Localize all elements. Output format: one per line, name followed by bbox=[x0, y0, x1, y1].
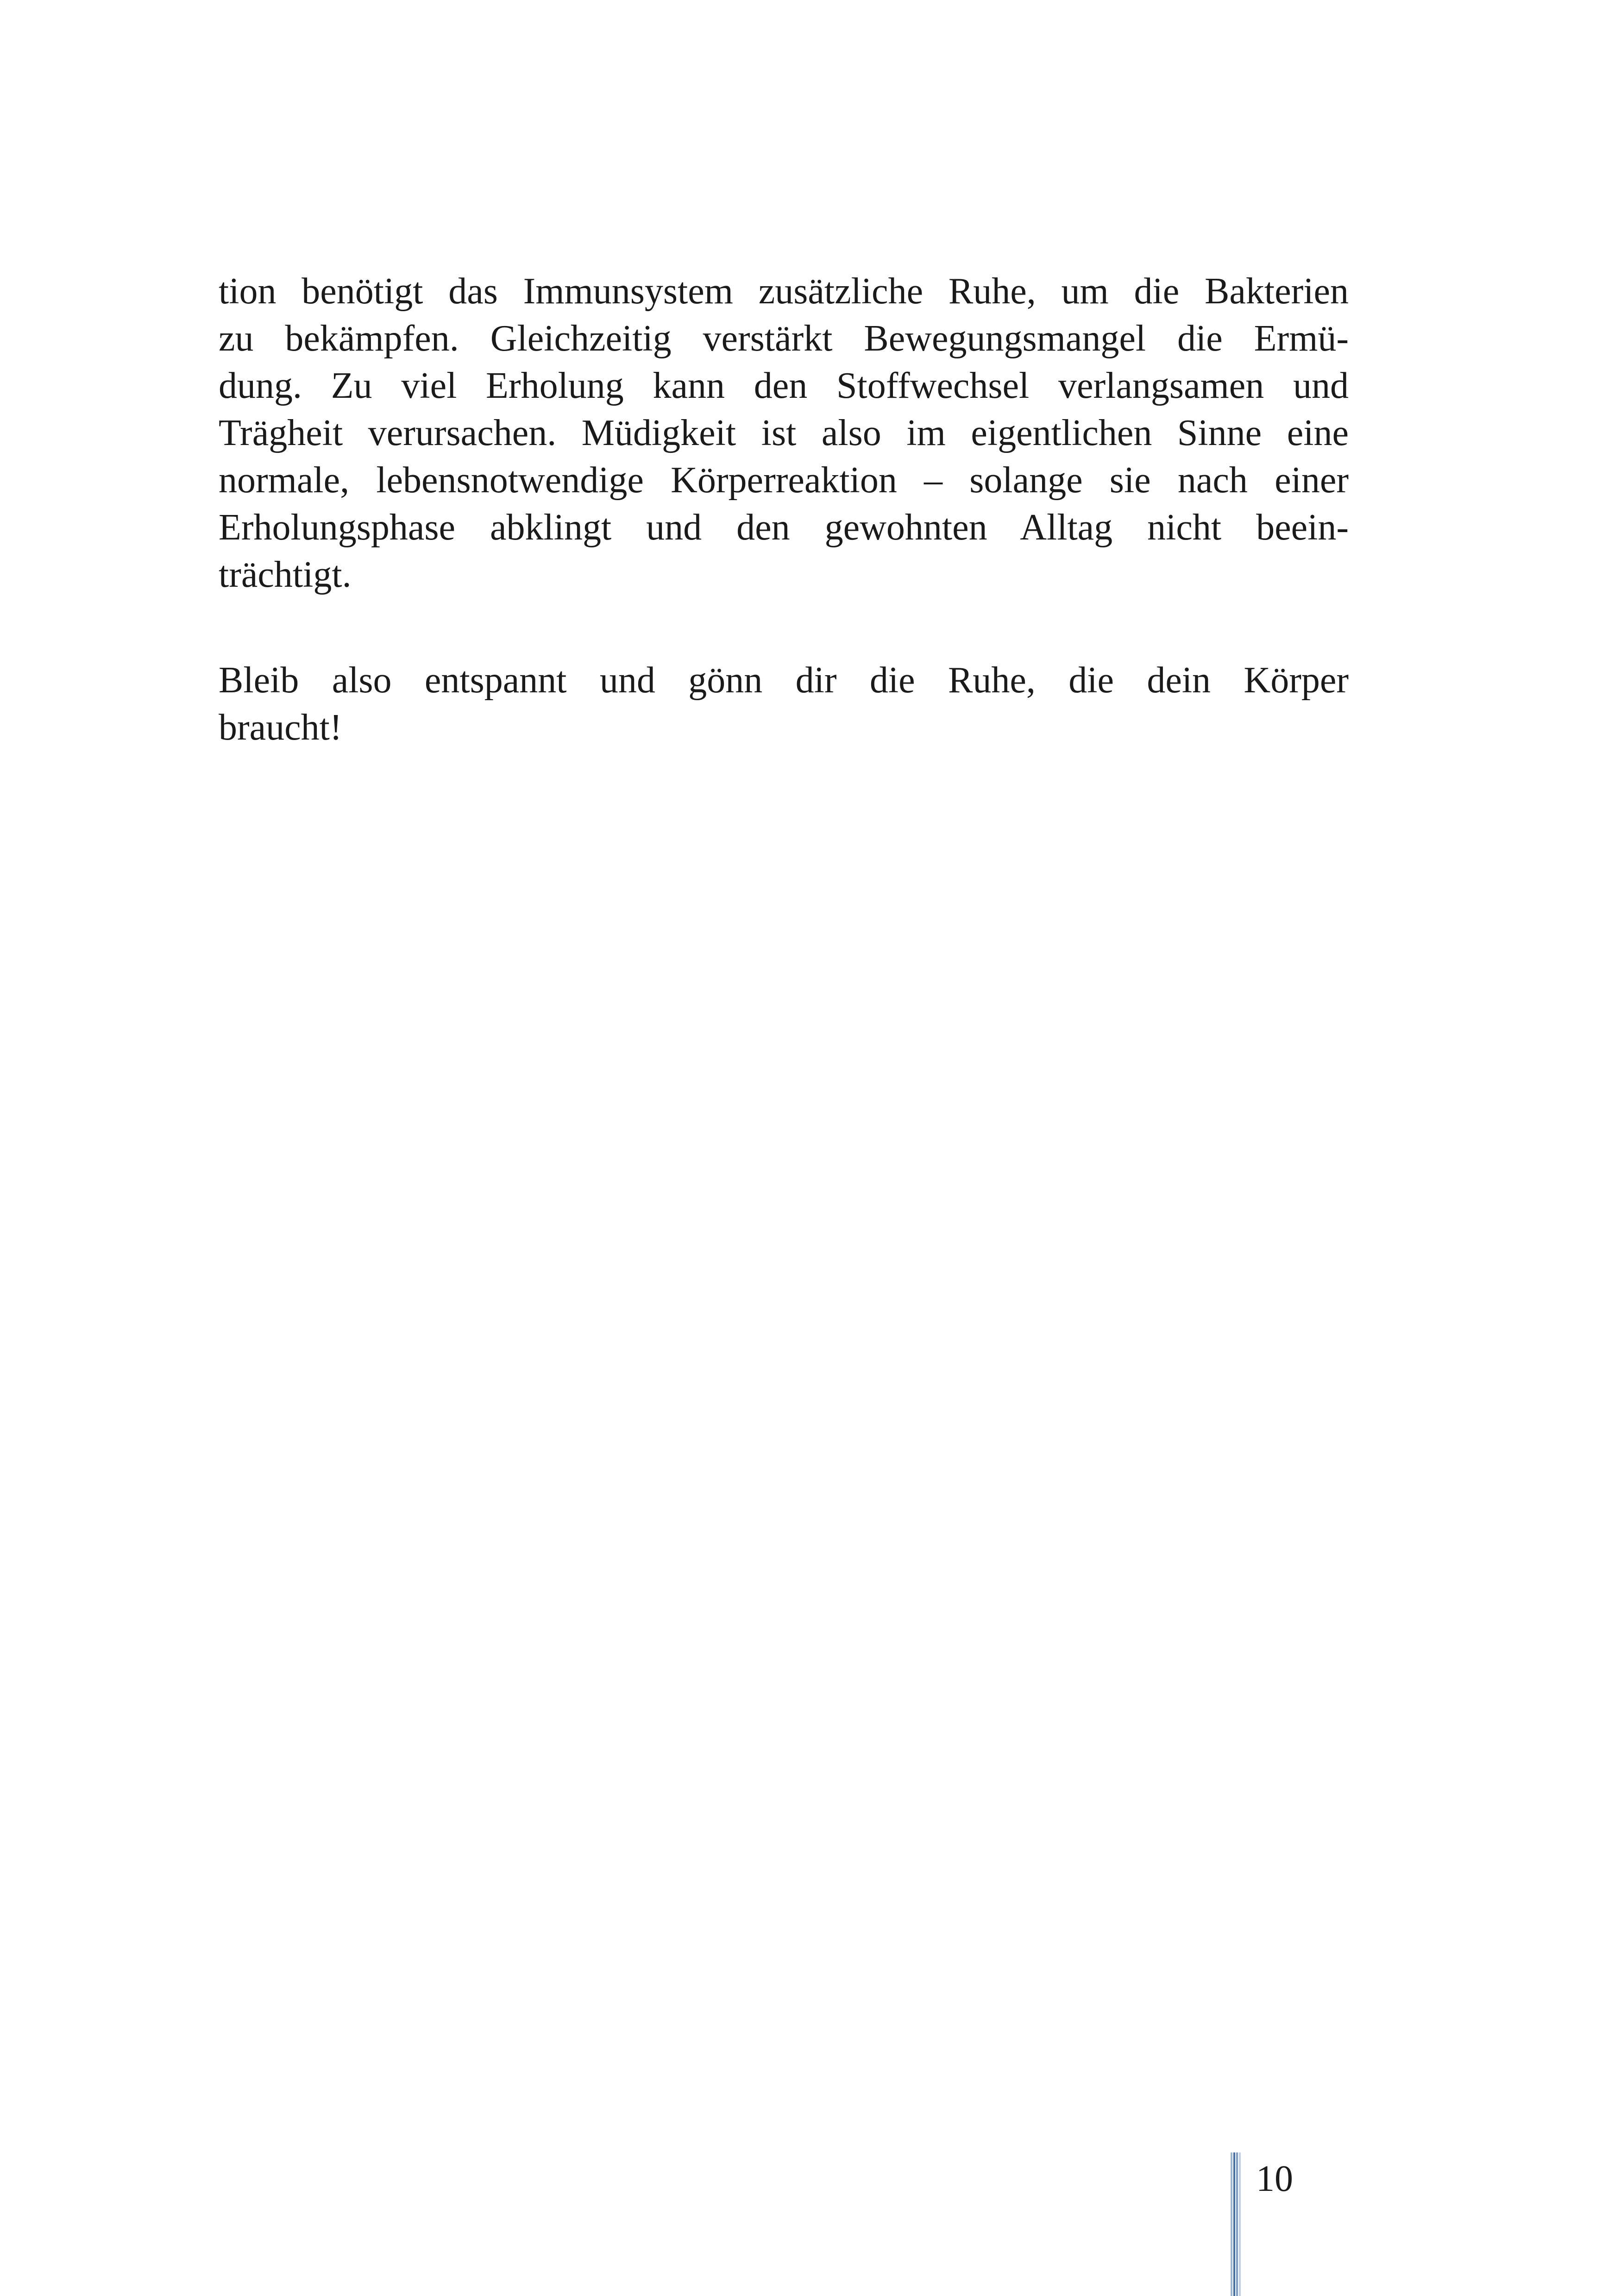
page-number-rule bbox=[1231, 2152, 1241, 2296]
paragraph-line: dung. Zu viel Erholung kann den Stoffwechsel verlangsamen und bbox=[219, 365, 1349, 406]
paragraph-line: tion benötigt das Immunsystem zusätzliche Ruhe, um die Bakterien bbox=[219, 271, 1349, 312]
paragraph-line: Erholungsphase abklingt und den gewohnten Alltag nicht beein- bbox=[219, 507, 1349, 548]
paragraph-line: trächtigt. bbox=[219, 554, 352, 595]
paragraph-line: braucht! bbox=[219, 707, 342, 748]
paragraph-line: Bleib also entspannt und gönn dir die Ruhe, die dein Körper bbox=[219, 660, 1349, 701]
paragraph-2 bbox=[219, 657, 1349, 751]
paragraph-line: zu bekämpfen. Gleichzeitig verstärkt Bewegungsmangel die Ermü- bbox=[219, 318, 1349, 359]
page-number: 10 bbox=[1256, 2158, 1293, 2199]
paragraph-1 bbox=[219, 268, 1349, 598]
paragraph-line: Trägheit verursachen. Müdigkeit ist also im eigentlichen Sinne eine bbox=[219, 413, 1349, 453]
paragraph-line: normale, lebensnotwendige Körperreaktion – solange sie nach einer bbox=[219, 460, 1349, 501]
